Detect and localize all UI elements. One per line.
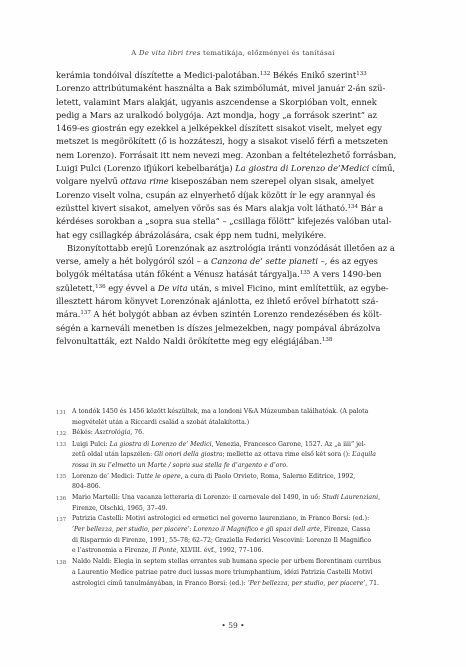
- body-line: bolygók méltatása után főként a Vénusz hatását tárgyalja.$^{135}$ A vers 1490-ben: [56, 269, 382, 280]
- footnote-number: 135: [56, 474, 67, 481]
- body-line: Bizonyítottabb erejű Lorenzónak az asztrológia iránti vonzódását illetően az a: [67, 242, 395, 253]
- footnote: [56, 428, 414, 439]
- body-line: kerámia tondóival díszítette a Medici-palotában.$^{132}$ Békés Enikő szerint$^{133}$: [56, 70, 367, 80]
- footnote-line: rossa in su l’elmetto un Marte / sopra sua stella fe d’argento e d’oro.: [72, 461, 288, 469]
- body-line: nem Lorenzo). Forrásait itt nem nevezi meg. Azonban a feltételezhető forrásban,: [56, 149, 397, 160]
- footnote-number: 137: [56, 516, 67, 523]
- body-line: illesztett három könyvet Lorenzónak ajánlotta, ez ihlető erővel bírhatott szá-: [56, 296, 379, 307]
- footnote: [56, 440, 414, 472]
- body-line: hat egy csillagkép ábrázolására, csak épp nem tudni, melyikére.: [56, 229, 327, 240]
- body-line: Lorenzo viselt volna, csupán az elnyerhető díjak között ír le egy arannyal és: [56, 189, 376, 200]
- body-line: 1469-es giostrán egy ezekkel a jelképekkel díszített sisakot viselt, melyet egy: [56, 123, 382, 134]
- footnote-number: 132: [56, 430, 67, 437]
- footnote-line: megvételét után a Riccardi család a szobát átalakította.): [72, 418, 250, 426]
- footnote-line: Mario Martelli: Una vacanza letteraria di Lorenzo: il carnevale del 1490, in uő: Studi Laurenziani,: [72, 494, 381, 502]
- running-head-prefix: A: [131, 49, 139, 57]
- footnote: [56, 472, 414, 493]
- footnote-line: astrologici című tanulmányában, in Franco Borsi: (ed.): ’Per bellezza, per studio, per piacere’, 71.: [72, 579, 379, 587]
- footnote: [56, 407, 414, 428]
- footnote-line: ’Per bellezza, per studio, per piacere’: Lorenzo il Magnifico e gli spazi dell arte, Firenze, Cassa: [72, 526, 371, 534]
- footnote-line: Békés: Asztrológia, 76.: [72, 429, 145, 437]
- body-line: Luigi Pulci (Lorenzo ifjúkori kebelbarátja) La giostra di Lorenzo de’Medici című,: [56, 163, 396, 174]
- footnote-number: 133: [56, 442, 67, 449]
- body-line: kérdéses sorokban a „sopra sua stella” – „csillaga fölött” kifejezés valóban utal-: [56, 216, 392, 227]
- body-line: született,$^{136}$ egy évvel a De vita után, s mivel Ficino, mint említettük, az egybe-: [56, 282, 389, 293]
- footnote-number: 136: [56, 495, 67, 502]
- footnote-line: 804–806.: [72, 483, 101, 491]
- body-text: [56, 69, 414, 348]
- footnote-number: 138: [56, 559, 67, 566]
- footnote-line: Patrizia Castelli: Motivi astrologici ed ermetici nel governo laurenziano, in Franco Borsi: (ed.):: [72, 515, 370, 523]
- footnotes: [56, 407, 414, 589]
- footnote: [56, 514, 414, 557]
- footnote-line: a Laurentio Medice patriae patre duci iussas more triumphantium, idézi Patrizia Castelli Motivi: [72, 568, 373, 576]
- running-head-title: De vita libri tres: [138, 49, 201, 57]
- body-line: ezüsttel kivert sisakot, amelyen vörös sas és Mars alakja volt látható.$^{134}$ Bár a: [56, 202, 384, 213]
- body-line: ségén a karneváli menetben is díszes jelmezekben, nagy pompával ábrázolva: [56, 322, 381, 333]
- body-line: mára.$^{137}$ A hét bolygót abban az évben szintén Lorenzo rendezésében és költ-: [56, 309, 382, 320]
- footnote-line: Lorenzo de’ Medici: Tutte le opere, a cura di Paolo Orvieto, Roma, Salerno Editrice, 1992,: [72, 472, 356, 480]
- body-line: pedig a Mars az uralkodó bolygója. Azt mondja, hogy „a források szerint” az: [56, 109, 377, 120]
- footnote-line: zetű oldal után lapszélen: Gli onori della giostra; mellette az ottava rime első két sora (): L’aquila: [72, 451, 376, 459]
- body-line: metszet is megörökített (ő is hozzáteszi, hogy a sisakot viselő férfi a metszeten: [56, 136, 389, 147]
- body-line: letett, valamint Mars alakját, ugyanis aszcendense a Skorpióban volt, ennek: [56, 96, 377, 107]
- body-line: volgare nyelvű ottava rime kiseposzában nem szerepel olyan sisak, amelyet: [56, 176, 374, 187]
- running-head: [0, 49, 466, 57]
- footnote-line: e l’astronomia a Firenze, Il Ponte, XLVIII. évf., 1992, 77–106.: [72, 547, 264, 555]
- footnote: [56, 493, 414, 514]
- footnote-line: Luigi Pulci: La giostra di Lorenzo de’ Medici, Venezia, Francesco Garone, 1527. Az „a iiii” jel-: [72, 440, 366, 448]
- body-line: Lorenzo attribútumaként használta a Bak szimbólumát, mivel január 2-án szü-: [56, 83, 386, 94]
- footnote-line: di Risparmio di Firenze, 1991, 55–78; 62–72; Graziella Federici Vescovini: Lorenzo Il Magnifico: [72, 536, 372, 544]
- footnote: [56, 557, 414, 589]
- body-line: felvonultatták, ezt Naldo Naldi örökítette meg egy elégiájában.$^{138}$: [56, 335, 333, 346]
- footnote-number: 131: [56, 409, 67, 416]
- footnote-line: A tondók 1450 és 1456 között készültek, ma a londoni V&A Múzeumban találhatóak. (A palota: [72, 408, 369, 415]
- running-head-suffix: tematikája, előzményei és tanításai: [200, 49, 335, 57]
- footnote-line: Firenze, Olschki, 1965, 37–49.: [72, 504, 168, 512]
- body-line: verse, amely a hét bolygóról szól – a Canzona de’ sette pianeti –, és az egyes: [56, 256, 378, 267]
- footnote-line: Naldo Naldi: Elegia in septem stellas errantes sub humana specie per urbem florentinam curribus: [72, 558, 381, 566]
- page-number: • 59 •: [221, 621, 245, 630]
